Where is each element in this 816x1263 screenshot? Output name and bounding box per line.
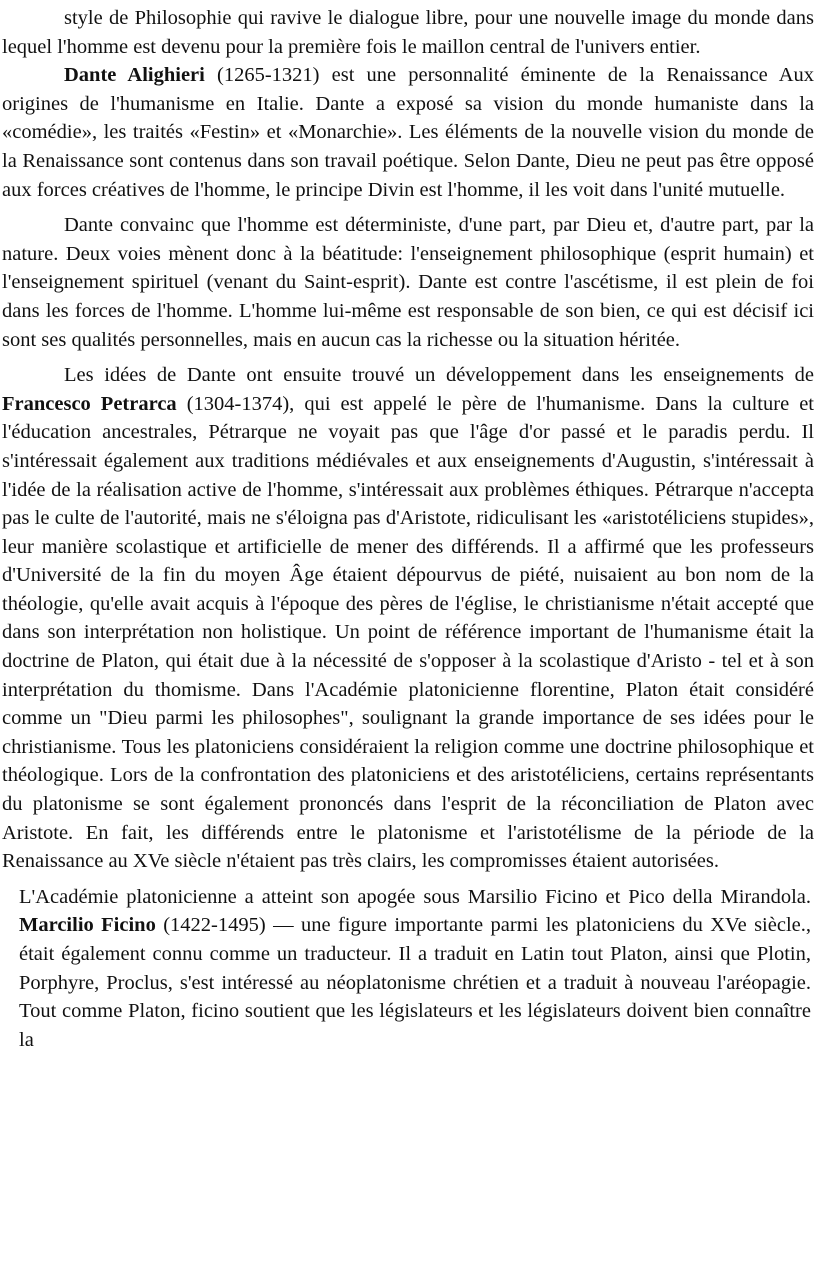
person-name-dante: Dante Alighieri <box>64 64 205 87</box>
paragraph-text: Dante convainc que l'homme est déterministe, d'une part, par Dieu et, d'autre part, par la nature. Deux voies mènent donc à la béatitude: l'enseignement philosophique (esprit humain) et l'enseignement spirituel (venant du Saint-esprit). Dante est contre l'ascétisme, il est plein de foi dans les forces de l'homme. L'homme lui-même est responsable de son bien, ce qui est décisif ici sont ses qualités personnelles, mais en aucun cas la richesse ou la situation héritée. <box>2 214 814 351</box>
paragraph-text-before: L'Académie platonicienne a atteint son apogée sous Marsilio Ficino et Pico della Mirandola. <box>19 885 811 908</box>
paragraph-ficino <box>0 883 816 1055</box>
paragraph-dante <box>0 61 816 204</box>
paragraph-text-after: (1422-1495) — une figure importante parmi les platoniciens du XVe siècle., était également connu comme un traducteur. Il a traduit en Latin tout Platon, ainsi que Plotin, Porphyre, Proclus, s'est intéressé au néoplatonisme chrétien et a traduit à nouveau l'aréopagie. Tout comme Platon, ficino soutient que les législateurs et les législateurs doivent bien connaître la <box>19 914 811 1051</box>
paragraph-intro-continuation <box>0 4 816 61</box>
paragraph-text: style de Philosophie qui ravive le dialogue libre, pour une nouvelle image du monde dans lequel l'homme est devenu pour la première fois le maillon central de l'univers entier. <box>2 7 814 58</box>
paragraph-petrarca <box>0 361 816 876</box>
paragraph-text-after: (1304-1374), qui est appelé le père de l'humanisme. Dans la culture et l'éducation ancestrales, Pétrarque ne voyait pas que l'âge d'or passé et le paradis perdu. Il s'intéressait également aux traditions médiévales et aux enseignements d'Augustin, s'intéressait à l'idée de la réalisation active de l'homme, s'intéressait aux problèmes éthiques. Pétrarque n'accepta pas le culte de l'autorité, mais ne s'éloigna pas d'Aristote, ridiculisant les «aristotéliciens stupides», leur manière scolastique et artificielle de mener des différends. Il a affirmé que les professeurs d'Université de la fin du moyen Âge étaient dépourvus de piété, nuisaient au bon nom de la théologie, qu'elle avait acquis à l'époque des pères de l'église, le christianisme n'était accepté que dans son interprétation non holistique. Un point de référence important de l'humanisme était la doctrine de Platon, qui était due à la nécessité de s'opposer à la scolastique d'Aristo - tel et à son interprétation du thomisme. Dans l'Académie platonicienne florentine, Platon était considéré comme un "Dieu parmi les philosophes", soulignant la grande importance de ses idées pour le christianisme. Tous les platoniciens considéraient la religion comme une doctrine philosophique et théologique. Lors de la confrontation des platoniciens et des aristotéliciens, certains représentants du platonisme se sont également prononcés dans l'esprit de la réconciliation de Platon avec Aristote. En fait, les différends entre le platonisme et l'aristotélisme de la période de la Renaissance au XVe siècle n'étaient pas très clairs, les compromisses étaient autorisées. <box>2 392 814 873</box>
paragraph-dante-determinism <box>0 211 816 354</box>
person-name-ficino: Marcilio Ficino <box>19 914 156 937</box>
paragraph-text-before: Les idées de Dante ont ensuite trouvé un développement dans les enseignements de <box>64 364 814 387</box>
person-name-petrarca: Francesco Petrarca <box>2 392 177 415</box>
paragraph-text: (1265-1321) est une personnalité éminente de la Renaissance Aux origines de l'humanisme en Italie. Dante a exposé sa vision du monde humaniste dans la «comédie», les traités «Festin» et «Monarchie». Les éléments de la nouvelle vision du monde de la Renaissance sont contenus dans son travail poétique. Selon Dante, Dieu ne peut pas être opposé aux forces créatives de l'homme, le principe Divin est l'homme, il les voit dans l'unité mutuelle. <box>2 64 815 201</box>
